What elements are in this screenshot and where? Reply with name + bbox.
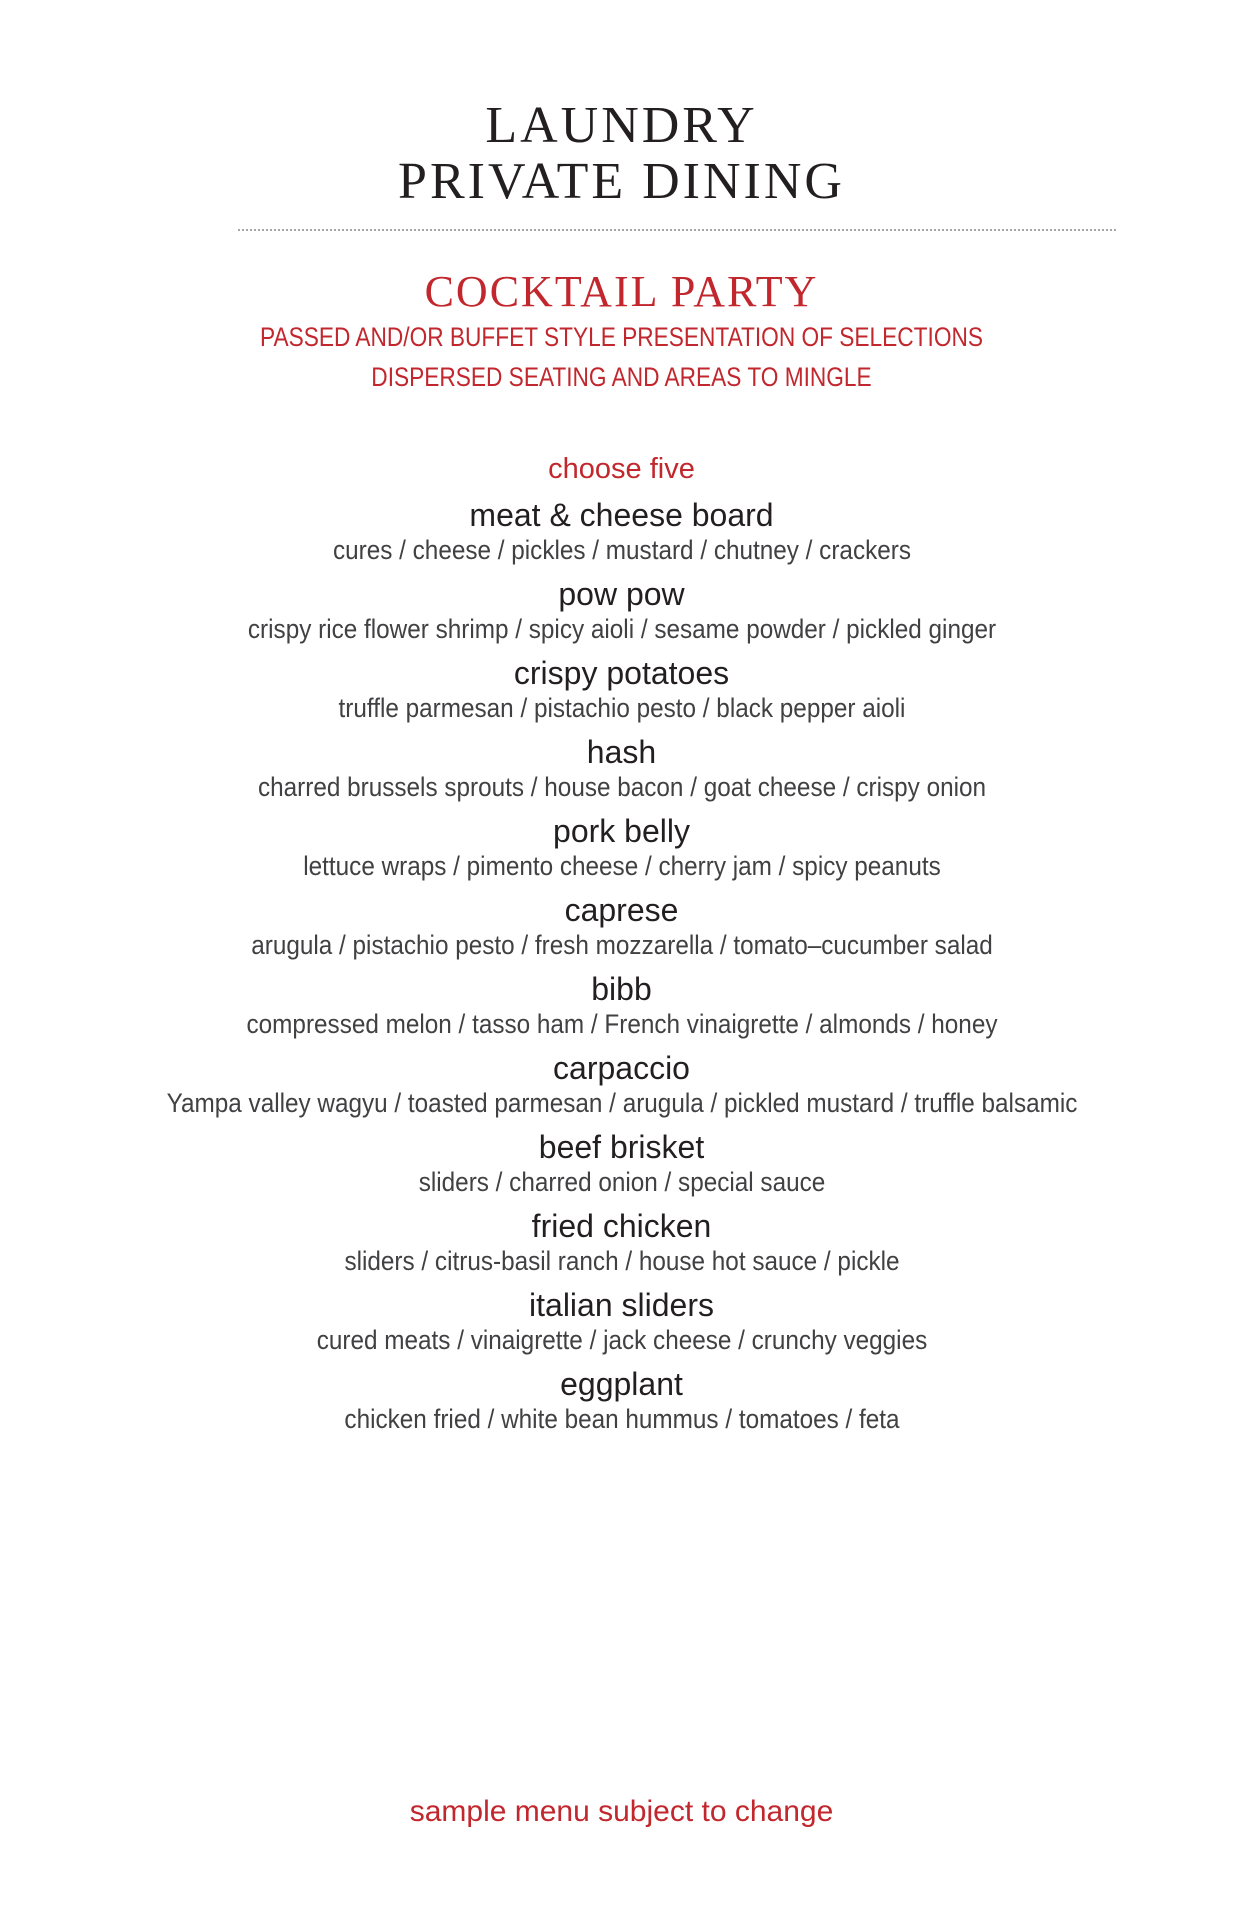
menu-item-name: eggplant bbox=[560, 1366, 683, 1402]
menu-item-name: hash bbox=[586, 734, 657, 770]
menu-list bbox=[0, 497, 1243, 1445]
menu-item-description: truffle parmesan / pistachio pesto / black pepper aioli bbox=[338, 693, 905, 723]
menu-item bbox=[0, 1129, 1243, 1199]
menu-item-description: lettuce wraps / pimento cheese / cherry jam / spicy peanuts bbox=[302, 851, 941, 881]
menu-item bbox=[0, 892, 1243, 962]
menu-item bbox=[0, 1050, 1243, 1120]
menu-item bbox=[0, 497, 1243, 567]
menu-item-name: bibb bbox=[591, 971, 652, 1007]
menu-item-name: pork belly bbox=[553, 813, 690, 849]
menu-item bbox=[0, 576, 1243, 646]
menu-item bbox=[0, 813, 1243, 883]
menu-item-name: crispy potatoes bbox=[513, 655, 730, 691]
menu-item-description: crispy rice flower shrimp / spicy aioli / sesame powder / pickled ginger bbox=[247, 614, 996, 644]
menu-item-name: beef brisket bbox=[538, 1129, 705, 1165]
dotted-divider bbox=[238, 229, 1116, 231]
section-subtitle-1: PASSED AND/OR BUFFET STYLE PRESENTATION OF SELECTIONS bbox=[260, 322, 983, 352]
menu-item-description: Yampa valley wagyu / toasted parmesan / arugula / pickled mustard / truffle balsamic bbox=[166, 1088, 1077, 1118]
menu-item-name: italian sliders bbox=[529, 1287, 714, 1323]
menu-item bbox=[0, 1366, 1243, 1436]
footer-disclaimer: sample menu subject to change bbox=[409, 1795, 834, 1828]
menu-item-description: cures / cheese / pickles / mustard / chutney / crackers bbox=[332, 535, 911, 565]
section-subtitle-2: DISPERSED SEATING AND AREAS TO MINGLE bbox=[371, 362, 872, 392]
menu-item-description: sliders / citrus-basil ranch / house hot sauce / pickle bbox=[343, 1246, 900, 1276]
menu-item-description: sliders / charred onion / special sauce bbox=[418, 1167, 825, 1197]
menu-item bbox=[0, 734, 1243, 804]
brand-header bbox=[0, 98, 1243, 210]
menu-item-description: cured meats / vinaigrette / jack cheese / crunchy veggies bbox=[316, 1325, 927, 1355]
menu-item-description: chicken fried / white bean hummus / tomatoes / feta bbox=[343, 1404, 900, 1434]
menu-item-description: arugula / pistachio pesto / fresh mozzarella / tomato–cucumber salad bbox=[250, 930, 993, 960]
selection-instruction: choose five bbox=[548, 453, 695, 485]
menu-item-description: compressed melon / tasso ham / French vinaigrette / almonds / honey bbox=[246, 1009, 997, 1039]
menu-item-description: charred brussels sprouts / house bacon / goat cheese / crispy onion bbox=[257, 772, 986, 802]
menu-item-name: carpaccio bbox=[553, 1050, 690, 1086]
menu-item bbox=[0, 655, 1243, 725]
menu-item-name: caprese bbox=[564, 892, 679, 928]
menu-item-name: fried chicken bbox=[531, 1208, 712, 1244]
menu-item-name: meat & cheese board bbox=[469, 497, 774, 533]
brand-title-line-2: PRIVATE DINING bbox=[398, 153, 845, 210]
menu-item bbox=[0, 971, 1243, 1041]
menu-item bbox=[0, 1287, 1243, 1357]
section-title: COCKTAIL PARTY bbox=[424, 267, 819, 316]
brand-title-line-1: LAUNDRY bbox=[485, 97, 758, 154]
menu-item-name: pow pow bbox=[558, 576, 685, 612]
menu-item bbox=[0, 1208, 1243, 1278]
